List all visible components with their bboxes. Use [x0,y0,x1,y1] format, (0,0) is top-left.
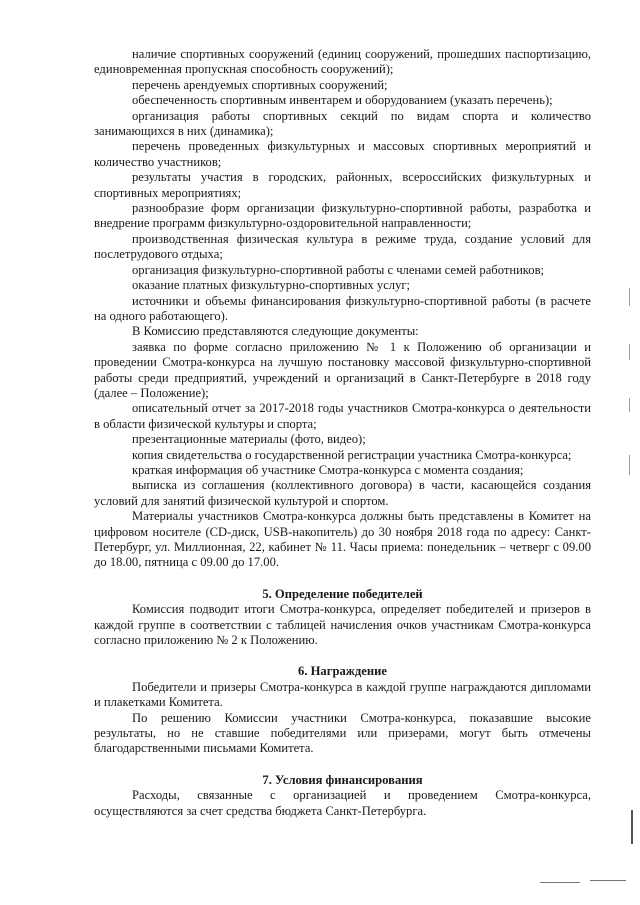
paragraph: По решению Комиссии участники Смотра-конкурса, показавшие высокие результаты, но не ставшие победителями или призерами, могут быть отмечены благодарственными письмами Комитета. [94,710,591,756]
scan-mark [590,880,626,881]
paragraph: описательный отчет за 2017-2018 годы участников Смотра-конкурса о деятельности в области физической культуры и спорта; [94,401,591,431]
paragraph: производственная физическая культура в режиме труда, создание условий для послетрудового отдыха; [94,231,591,262]
paragraph: Комиссия подводит итоги Смотра-конкурса, определяет победителей и призеров в каждой группе в соответствии с таблицей начисления очков участникам Смотра-конкурса согласно приложению № 2 к Положению. [94,602,591,648]
scan-mark [629,344,630,360]
scan-mark [540,882,580,883]
paragraph: перечень арендуемых спортивных сооружений; [132,77,388,92]
scan-mark [631,810,633,844]
paragraph: организация физкультурно-спортивной работы с членами семей работников; [132,262,545,277]
section-heading: 6. Награждение [298,664,387,679]
paragraph: разнообразие форм организации физкультурно-спортивной работы, разработка и внедрение программ физкультурно-оздоровительной направленности; [94,201,591,231]
paragraph: презентационные материалы (фото, видео); [132,432,366,447]
scan-mark [629,455,630,475]
paragraph: оказание платных физкультурно-спортивных услуг; [132,278,411,293]
spacer [94,571,591,587]
spacer [94,757,591,773]
scan-mark [629,398,630,412]
paragraph: краткая информация об участнике Смотра-конкурса с момента создания; [132,462,524,477]
paragraph: В Комиссию представляются следующие документы: [132,324,419,339]
paragraph: заявка по форме согласно приложению № 1 к Положению об организации и проведении Смотра-конкурса на лучшую постановку массовой физкультурно-спортивной работы среди предприятий, учреждений и организаций в Санкт-Петербурге в 2018 году (далее – Положение); [94,339,591,400]
paragraph: Расходы, связанные с организацией и проведением Смотра-конкурса, осуществляются за счет средства бюджета Санкт-Петербурга. [94,788,591,818]
section-heading: 7. Условия финансирования [262,772,423,787]
paragraph: Материалы участников Смотра-конкурса должны быть представлены в Комитет на цифровом носителе (CD-диск, USB-накопитель) до 30 ноября 2018 года по адресу: Санкт-Петербург, ул. Миллионная, 22, кабинет № 11. Часы приема: понедельник – четверг с 09.00 до 18.00, пятница с 09.00 до 17.00. [94,509,591,570]
document-body [94,47,591,819]
paragraph: выписка из соглашения (коллективного договора) в части, касающейся создания условий для занятий физической культурой и спортом. [94,478,591,508]
paragraph: обеспеченность спортивным инвентарем и оборудованием (указать перечень); [132,93,553,108]
paragraph: наличие спортивных сооружений (единиц сооружений, прошедших паспортизацию, единовременная пропускная способность сооружений); [94,47,591,77]
paragraph: источники и объемы финансирования физкультурно-спортивной работы (в расчете на одного работающего). [94,293,591,323]
section-heading: 5. Определение победителей [262,586,423,601]
paragraph: организация работы спортивных секций по видам спорта и количество занимающихся в них (динамика); [94,108,591,139]
paragraph: результаты участия в городских, районных, всероссийских физкультурных и спортивных мероприятиях; [94,170,591,200]
paragraph: копия свидетельства о государственной регистрации участника Смотра-конкурса; [132,447,572,462]
paragraph: перечень проведенных физкультурных и массовых спортивных мероприятий и количество участников; [94,139,591,169]
scan-mark [629,288,630,306]
paragraph: Победители и призеры Смотра-конкурса в каждой группе награждаются дипломами и плакетками Комитета. [94,679,591,710]
spacer [94,648,591,664]
